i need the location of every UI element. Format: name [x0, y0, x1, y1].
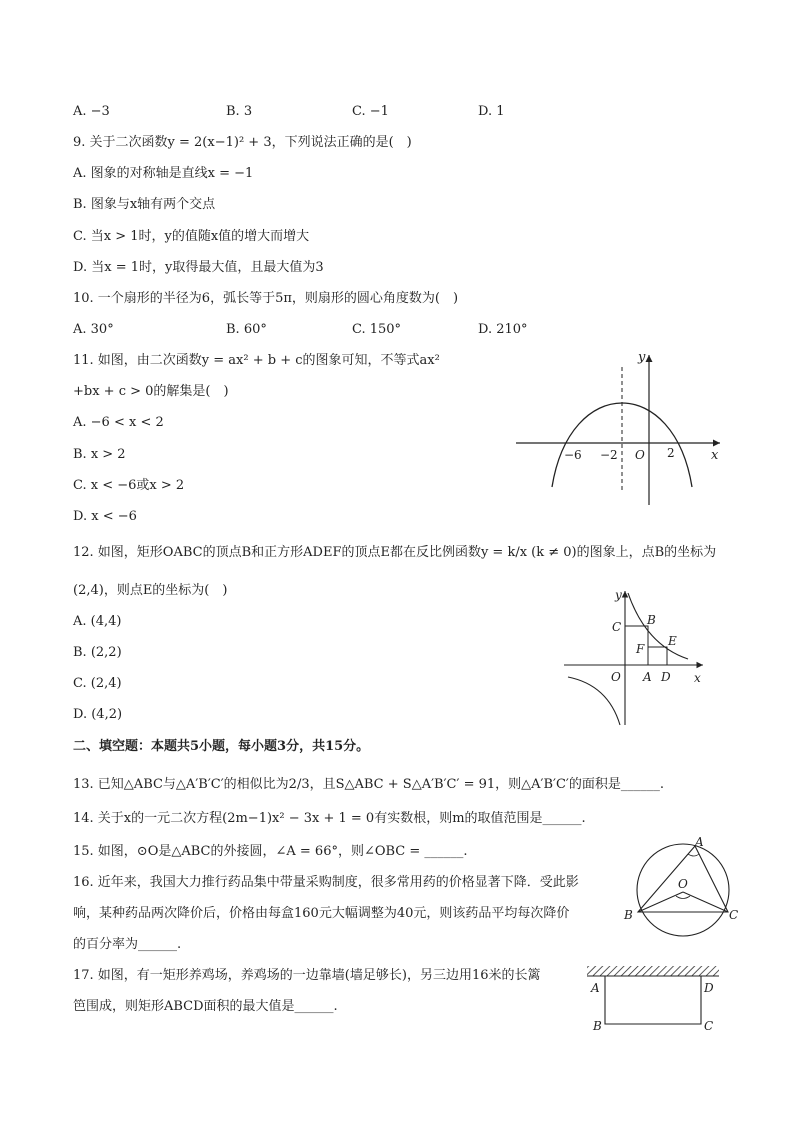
point-a-label: A — [591, 981, 600, 995]
q12-option-b: B. (2,2) — [73, 645, 122, 660]
origin-label: O — [611, 670, 621, 684]
segment-oc — [683, 892, 728, 912]
q10-option-c: C. 150° — [352, 322, 402, 337]
x-axis-label: x — [694, 671, 701, 685]
q12-stem-line1: 12. 如图，矩形OABC的顶点B和正方形ADEF的顶点E都在反比例函数y = k/x (k ≠ 0)的图象上，点B的坐标为 — [73, 545, 717, 560]
tick-label-neg6: −6 — [564, 448, 582, 462]
point-c-label: C — [612, 620, 622, 634]
q11-stem-line2: +bx + c > 0的解集是( ) — [73, 384, 229, 399]
point-e-label: E — [668, 634, 677, 648]
x-axis-label: x — [711, 448, 719, 463]
q15-circle-figure — [620, 834, 745, 949]
hyperbola-branch-q3 — [568, 677, 620, 725]
square-adef — [648, 647, 667, 665]
q8-option-c: C. −1 — [352, 104, 389, 119]
tick-label-neg2: −2 — [600, 448, 618, 462]
q12-option-c: C. (2,4) — [73, 676, 122, 691]
origin-label: O — [635, 448, 645, 462]
point-b-label: B — [624, 908, 633, 922]
q11-option-a: A. −6 < x < 2 — [73, 415, 164, 430]
q10-option-d: D. 210° — [478, 322, 528, 337]
angle-arc-o — [676, 896, 690, 899]
q9-option-d: D. 当x = 1时，y取得最大值，且最大值为3 — [73, 260, 324, 275]
point-d-label: D — [661, 670, 671, 684]
q16-line1: 16. 近年来，我国大力推行药品集中带量采购制度，很多常用药的价格显著下降．受此影 — [73, 875, 579, 890]
q10-option-b: B. 60° — [226, 322, 267, 337]
point-b-label: B — [593, 1019, 602, 1033]
q11-option-b: B. x > 2 — [73, 447, 126, 462]
q8-option-b: B. 3 — [226, 104, 253, 119]
q9-stem: 9. 关于二次函数y = 2(x−1)² + 3，下列说法正确的是( ) — [73, 135, 412, 150]
y-axis-label: y — [638, 350, 646, 365]
q11-option-c: C. x < −6或x > 2 — [73, 478, 185, 493]
point-a-label: A — [643, 670, 652, 684]
point-a-label: A — [695, 835, 704, 849]
q12-hyperbola-figure — [558, 585, 708, 730]
q11-parabola-figure — [510, 345, 730, 510]
angle-arc-a — [688, 854, 699, 856]
q8-option-d: D. 1 — [478, 104, 505, 119]
q17-line2: 笆围成，则矩形ABCD面积的最大值是______. — [73, 999, 338, 1014]
fence-abcd — [605, 976, 701, 1024]
q12-option-a: A. (4,4) — [73, 614, 122, 629]
point-o-label: O — [678, 877, 688, 891]
y-axis-label: y — [615, 588, 622, 602]
point-b-label: B — [647, 613, 656, 627]
q11-stem-line1: 11. 如图，由二次函数y = ax² + b + c的图象可知，不等式ax² — [73, 353, 440, 368]
q9-option-a: A. 图象的对称轴是直线x = −1 — [73, 166, 254, 181]
wall-hatch — [587, 966, 719, 976]
q15-text: 15. 如图，⊙O是△ABC的外接圆，∠A = 66°，则∠OBC = ______. — [73, 844, 468, 859]
q12-option-d: D. (4,2) — [73, 707, 123, 722]
tick-label-2: 2 — [667, 446, 675, 460]
q12-stem-line2: (2,4)，则点E的坐标为( ) — [73, 583, 228, 598]
point-c-label: C — [729, 908, 739, 922]
point-c-label: C — [704, 1019, 714, 1033]
q11-option-d: D. x < −6 — [73, 509, 137, 524]
q16-line2: 响，某种药品两次降价后，价格由每盒160元大幅调整为40元，则该药品平均每次降价 — [73, 906, 570, 921]
q10-option-a: A. 30° — [73, 322, 114, 337]
q8-option-a: A. −3 — [73, 104, 110, 119]
segment-ob — [638, 892, 683, 912]
q9-option-b: B. 图象与x轴有两个交点 — [73, 197, 216, 212]
q17-line1: 17. 如图，有一矩形养鸡场，养鸡场的一边靠墙(墙足够长)，另三边用16米的长篱 — [73, 968, 541, 983]
point-d-label: D — [704, 981, 714, 995]
q17-enclosure-figure — [585, 962, 725, 1037]
q13-text: 13. 已知△ABC与△A′B′C′的相似比为2/3，且S△ABC + S△A′B′C′ = 91，则△A′B′C′的面积是______. — [73, 777, 665, 792]
q10-stem: 10. 一个扇形的半径为6，弧长等于5π，则扇形的圆心角度数为( ) — [73, 291, 459, 306]
section-heading-fill-in: 二、填空题：本题共5小题，每小题3分，共15分。 — [73, 739, 370, 754]
q9-option-c: C. 当x > 1时，y的值随x值的增大而增大 — [73, 229, 310, 244]
point-f-label: F — [636, 642, 645, 656]
q16-line3: 的百分率为______. — [73, 937, 182, 952]
q14-text: 14. 关于x的一元二次方程(2m−1)x² − 3x + 1 = 0有实数根，则m的取值范围是______. — [73, 811, 586, 826]
